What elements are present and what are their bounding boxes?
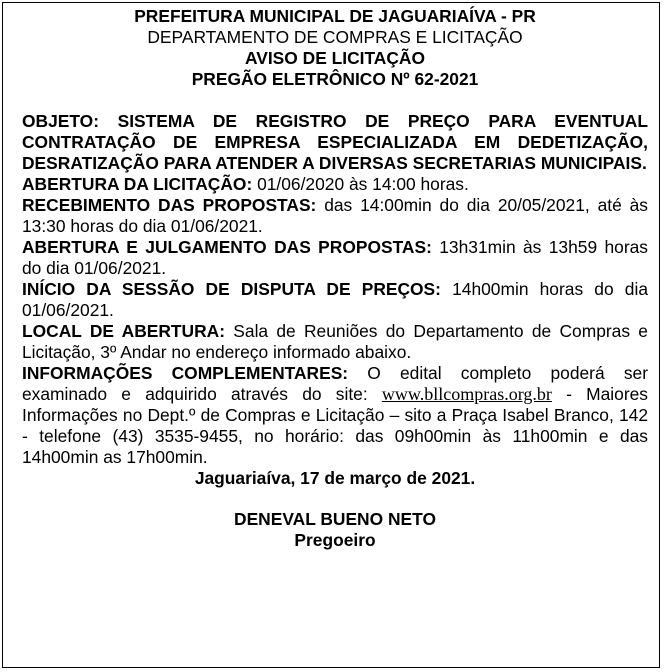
- objeto-paragraph: OBJETO: SISTEMA DE REGISTRO DE PREÇO PARA EVENTUAL CONTRATAÇÃO DE EMPRESA ESPECIALIZADA EM DEDETIZAÇÃO, DESRATIZAÇÃO PARA ATENDER A DIVERSAS SECRETARIAS MUNICIPAIS.: [22, 111, 648, 173]
- spacer: [22, 90, 648, 111]
- info-text-after: - Maiores Informações no Dept.º de Compras e Licitação – sito a Praça Isabel Branco, 142 - telefone (43) 3535-9455, no horário: das 09h00min às 11h00min e das 14h00min as 17h00min.: [22, 384, 648, 467]
- spacer: [22, 489, 648, 509]
- header-line-notice: AVISO DE LICITAÇÃO: [244, 48, 426, 68]
- item-informacoes: [22, 363, 648, 468]
- item-label: ABERTURA E JULGAMENTO DAS PROPOSTAS:: [22, 237, 432, 257]
- item-text: 01/06/2020 às 14:00 horas.: [252, 174, 469, 194]
- item-local-abertura: [22, 321, 648, 363]
- notice-document: [22, 6, 648, 551]
- item-label: LOCAL DE ABERTURA:: [22, 321, 226, 341]
- item-label: INÍCIO DA SESSÃO DE DISPUTA DE PREÇOS:: [22, 279, 441, 299]
- item-abertura-licitacao: [22, 174, 648, 195]
- header-line-municipality: PREFEITURA MUNICIPAL DE JAGUARIAÍVA - PR: [134, 6, 536, 26]
- item-inicio-sessao: [22, 279, 648, 321]
- website-link[interactable]: www.bllcompras.org.br: [381, 384, 552, 404]
- info-label: INFORMAÇÕES COMPLEMENTARES:: [22, 363, 349, 383]
- item-recebimento-propostas: [22, 195, 648, 237]
- item-text: Sala de Reuniões do Departamento de Compras e Licitação, 3º Andar no endereço informado abaixo.: [22, 321, 648, 362]
- item-text: 14h00min horas do dia 01/06/2021.: [22, 279, 648, 320]
- header-line-pregao: PREGÃO ELETRÔNICO Nº 62-2021: [191, 69, 479, 89]
- item-text: 13h31min às 13h59 horas do dia 01/06/2021.: [22, 237, 648, 278]
- item-abertura-julgamento: [22, 237, 648, 279]
- signatory-name: DENEVAL BUENO NETO: [234, 509, 436, 529]
- header-line-department: DEPARTAMENTO DE COMPRAS E LICITAÇÃO: [147, 27, 523, 47]
- item-label: ABERTURA DA LICITAÇÃO:: [22, 174, 253, 194]
- signatory-role: Pregoeiro: [294, 530, 376, 550]
- date-line: Jaguariaíva, 17 de março de 2021.: [194, 468, 476, 488]
- info-text-before: O edital completo poderá ser examinado e adquirido através do site:: [22, 363, 648, 404]
- item-text: das 14:00min do dia 20/05/2021, até às 13:30 horas do dia 01/06/2021.: [22, 195, 648, 236]
- item-label: RECEBIMENTO DAS PROPOSTAS:: [22, 195, 317, 215]
